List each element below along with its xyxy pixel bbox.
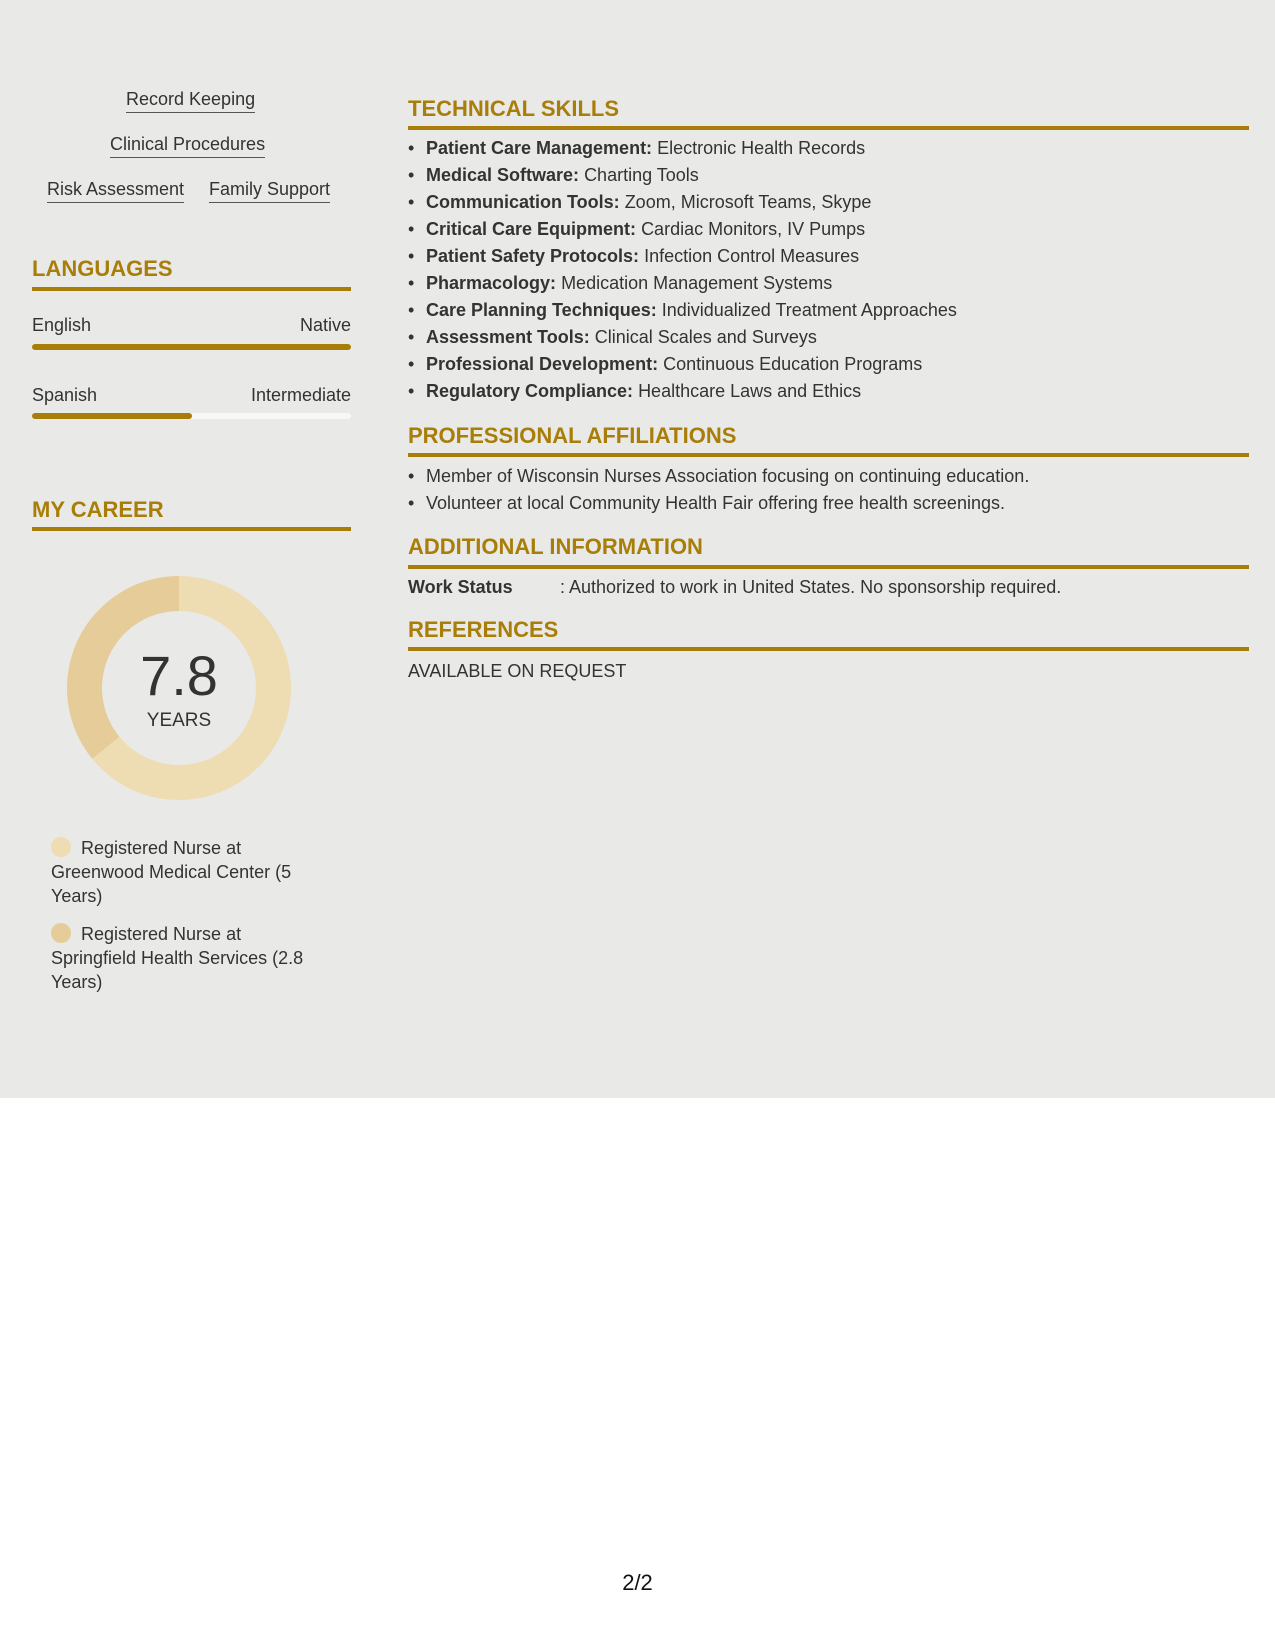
language-level: Native bbox=[299, 315, 351, 335]
languages-rule bbox=[32, 287, 351, 291]
affiliations-rule bbox=[408, 453, 1249, 457]
career-rule bbox=[32, 527, 351, 531]
tech-skill-item: • Medical Software: Charting Tools bbox=[426, 162, 957, 189]
skill-tag-risk-assessment: Risk Assessment bbox=[47, 178, 184, 203]
language-bar-fill bbox=[32, 344, 351, 350]
tech-skill-item: • Communication Tools: Zoom, Microsoft Teams, Skype bbox=[426, 189, 957, 216]
tech-skill-item: • Patient Safety Protocols: Infection Control Measures bbox=[426, 243, 957, 270]
language-row-english bbox=[32, 314, 351, 336]
language-name: Spanish bbox=[32, 385, 98, 405]
affiliation-item: • Volunteer at local Community Health Fair offering free health screenings. bbox=[426, 490, 1029, 517]
tech-skill-item: • Pharmacology: Medication Management Systems bbox=[426, 270, 957, 297]
languages-title: LANGUAGES bbox=[32, 256, 173, 281]
technical-skills-list bbox=[408, 135, 957, 405]
additional-info-rule bbox=[408, 565, 1249, 569]
language-name: English bbox=[32, 315, 92, 335]
tech-skill-item: • Care Planning Techniques: Individualized Treatment Approaches bbox=[426, 297, 957, 324]
legend-label: Registered Nurse at Greenwood Medical Center (5 Years) bbox=[51, 838, 292, 906]
tech-skill-item: • Regulatory Compliance: Healthcare Laws and Ethics bbox=[426, 378, 957, 405]
language-level: Intermediate bbox=[250, 385, 351, 405]
language-bar-spanish bbox=[32, 413, 351, 419]
career-legend-item-1 bbox=[51, 836, 321, 908]
work-status-row bbox=[408, 575, 1061, 599]
career-title: MY CAREER bbox=[32, 497, 164, 522]
references-text: AVAILABLE ON REQUEST bbox=[408, 661, 627, 681]
page-number: 2/2 bbox=[622, 1570, 653, 1595]
tech-skill-item: • Critical Care Equipment: Cardiac Monitors, IV Pumps bbox=[426, 216, 957, 243]
skill-tag-record-keeping: Record Keeping bbox=[126, 88, 255, 113]
additional-info-title: ADDITIONAL INFORMATION bbox=[408, 534, 703, 559]
tech-skill-item: • Professional Development: Continuous Education Programs bbox=[426, 351, 957, 378]
language-bar-english bbox=[32, 344, 351, 350]
language-row-spanish bbox=[32, 384, 351, 406]
technical-skills-title: TECHNICAL SKILLS bbox=[408, 96, 620, 121]
career-legend-item-2 bbox=[51, 922, 321, 994]
references-title: REFERENCES bbox=[408, 617, 559, 642]
legend-dot-dark bbox=[51, 923, 71, 943]
career-donut-chart bbox=[67, 576, 291, 800]
work-status-value: : Authorized to work in United States. No sponsorship required. bbox=[560, 577, 1062, 597]
skill-tag-family-support: Family Support bbox=[209, 178, 330, 203]
career-total-value: 7.8 bbox=[140, 644, 218, 707]
right-column bbox=[408, 0, 1249, 1098]
work-status-label: Work Status bbox=[408, 577, 513, 597]
affiliations-list bbox=[408, 463, 1029, 517]
tech-skill-item: • Patient Care Management: Electronic Health Records bbox=[426, 135, 957, 162]
career-total-unit: YEARS bbox=[146, 710, 212, 731]
affiliation-item: • Member of Wisconsin Nurses Association focusing on continuing education. bbox=[426, 463, 1029, 490]
legend-label: Registered Nurse at Springfield Health Services (2.8 Years) bbox=[51, 924, 304, 992]
skill-tag-clinical-procedures: Clinical Procedures bbox=[110, 133, 265, 158]
language-bar-fill bbox=[32, 413, 192, 419]
legend-dot-light bbox=[51, 837, 71, 857]
references-rule bbox=[408, 647, 1249, 651]
technical-skills-rule bbox=[408, 126, 1249, 130]
affiliations-title: PROFESSIONAL AFFILIATIONS bbox=[408, 423, 737, 448]
tech-skill-item: • Assessment Tools: Clinical Scales and Surveys bbox=[426, 324, 957, 351]
